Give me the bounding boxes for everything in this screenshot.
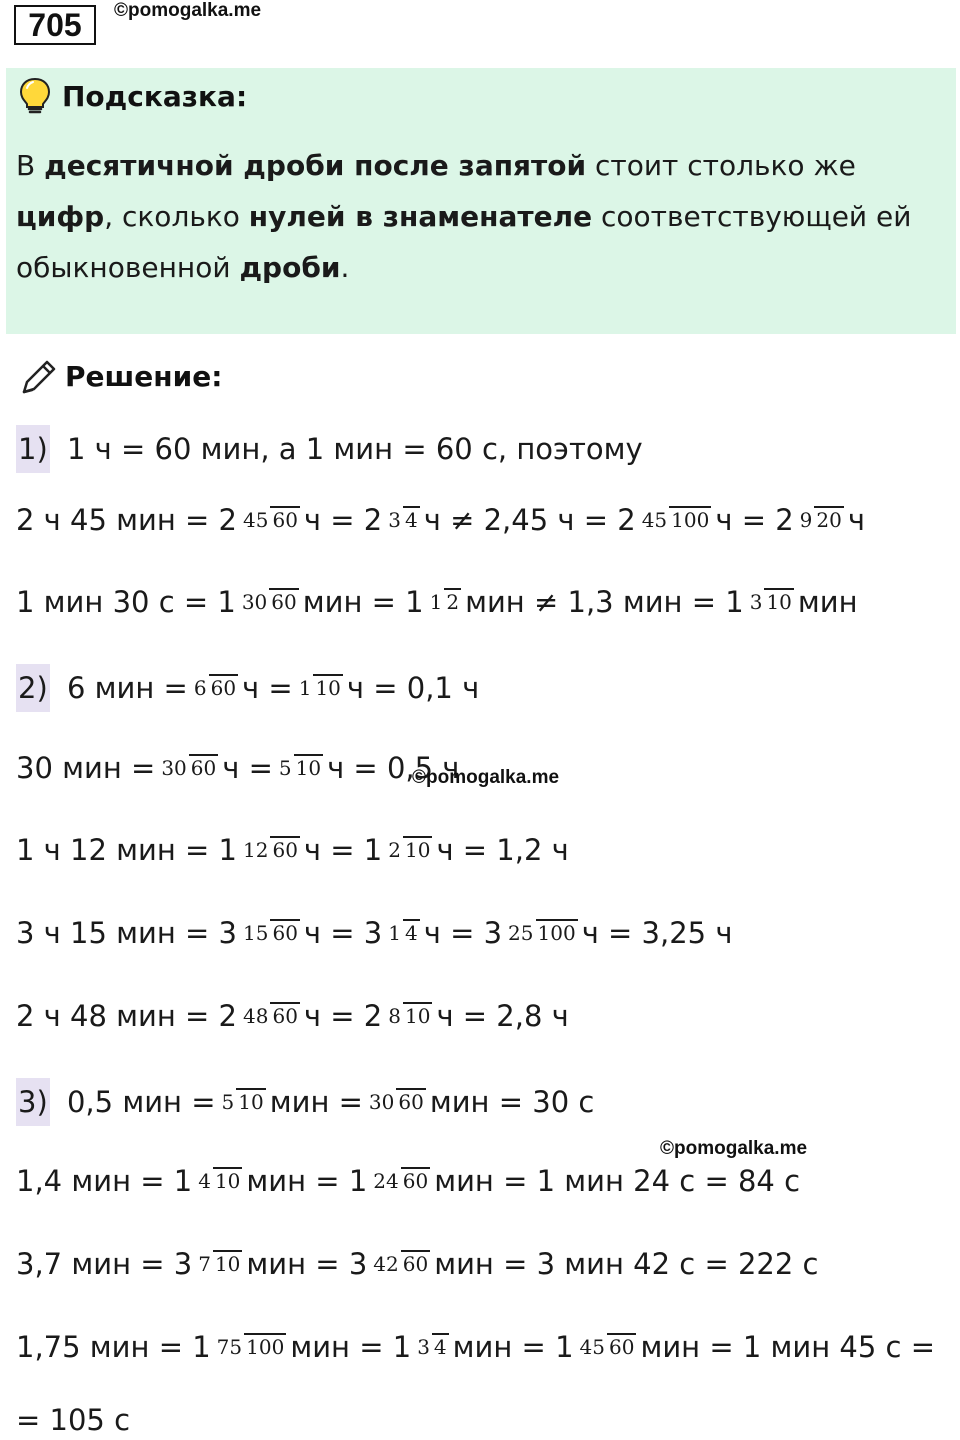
fraction-denominator: 60: [272, 1004, 298, 1028]
hint-bold-term: нулей в знаменателе: [248, 200, 593, 233]
equation-text: 2 ч 45 мин = 2: [16, 503, 238, 537]
fraction-denominator: 60: [608, 1335, 635, 1359]
fraction-numerator: 5: [221, 1090, 235, 1114]
equation-text: мин = 1: [246, 1164, 368, 1198]
equation-text: мин = 1: [302, 585, 424, 619]
fraction-denominator: 100: [246, 1335, 285, 1359]
fraction-numerator: 45: [579, 1335, 605, 1359]
fraction: [159, 757, 218, 779]
fraction-denominator: 4: [404, 921, 418, 945]
fraction: [220, 1091, 266, 1113]
fraction: [241, 1005, 300, 1027]
fraction-numerator: 5: [278, 756, 292, 780]
fraction-numerator: 30: [241, 590, 268, 614]
solution-line: [16, 1244, 819, 1284]
equation-text: 1 мин 30 с = 1: [16, 585, 236, 619]
equation-text: ч ≠ 2,45 ч = 2: [423, 503, 636, 537]
fraction-denominator: 60: [272, 508, 298, 532]
fraction-numerator: 1: [298, 676, 312, 700]
fraction-numerator: 3: [417, 1335, 430, 1359]
fraction-numerator: 30: [161, 756, 187, 780]
fraction-denominator: 10: [766, 590, 792, 614]
fraction: [415, 1336, 448, 1358]
fraction: [640, 509, 712, 531]
fraction-denominator: 10: [295, 756, 322, 780]
hint-text-part: соответствующей ей обыкновенной: [16, 200, 912, 284]
pencil-icon: [18, 356, 60, 402]
hint-text-part: В: [16, 149, 45, 182]
solution-line: [16, 1161, 800, 1201]
solution-line: [16, 1327, 935, 1367]
fraction-numerator: 12: [243, 838, 269, 862]
hint-bold-term: дроби: [239, 251, 341, 284]
fraction-numerator: 75: [216, 1335, 243, 1359]
equation-text: ч = 1,2 ч: [436, 833, 569, 867]
fraction-denominator: 60: [190, 756, 217, 780]
equation-text: = 105 с: [16, 1403, 131, 1437]
hint-text-part: .: [340, 251, 350, 284]
fraction-denominator: 20: [816, 508, 842, 532]
solution-line: [16, 1400, 130, 1440]
equation-text: 3 ч 15 мин = 3: [16, 916, 238, 950]
fraction-numerator: 42: [373, 1252, 399, 1276]
solution-line: [16, 996, 569, 1036]
equation-text: ч = 1: [303, 833, 383, 867]
fraction-numerator: 24: [373, 1169, 399, 1193]
fraction-numerator: 9: [799, 508, 813, 532]
solution-line: [16, 1078, 594, 1126]
fraction-denominator: 4: [433, 1335, 447, 1359]
fraction: [196, 1253, 242, 1275]
fraction-denominator: 60: [271, 590, 297, 614]
fraction-numerator: 1: [388, 921, 401, 945]
fraction-numerator: 1: [429, 590, 443, 614]
equation-text: ч = 3,25 ч: [581, 916, 733, 950]
equation-text: 6 мин =: [57, 671, 188, 705]
fraction-numerator: 30: [368, 1090, 395, 1114]
equation-text: 1,4 мин = 1: [16, 1164, 193, 1198]
fraction: [215, 1336, 287, 1358]
fraction: [192, 677, 238, 699]
fraction: [506, 922, 578, 944]
equation-text: ч =: [242, 671, 293, 705]
equation-text: мин: [797, 585, 858, 619]
equation-text: 2 ч 48 мин = 2: [16, 999, 238, 1033]
equation-text: ч =: [222, 751, 273, 785]
fraction: [386, 1005, 432, 1027]
step-number: 2): [16, 664, 50, 712]
step-number: 3): [16, 1078, 50, 1126]
solution-line: [16, 425, 643, 473]
equation-text: 1 ч = 60 мин, а 1 мин = 60 с, поэтому: [57, 432, 643, 466]
equation-text: мин = 1 мин 45 с =: [640, 1330, 936, 1364]
fraction: [371, 1253, 430, 1275]
fraction-numerator: 45: [243, 508, 269, 532]
hint-title: Подсказка:: [62, 80, 248, 113]
fraction-denominator: 60: [272, 921, 298, 945]
fraction: [240, 591, 299, 613]
equation-text: ч = 0,5 ч: [327, 751, 460, 785]
equation-text: ч = 3: [303, 916, 383, 950]
fraction: [578, 1336, 637, 1358]
fraction-numerator: 15: [243, 921, 269, 945]
solution-line: [16, 500, 865, 540]
equation-text: мин = 1: [452, 1330, 574, 1364]
fraction-denominator: 10: [238, 1090, 264, 1114]
fraction-denominator: 60: [398, 1090, 424, 1114]
fraction: [748, 591, 794, 613]
fraction: [241, 922, 300, 944]
equation-text: мин =: [269, 1085, 363, 1119]
equation-text: ч = 2: [715, 503, 794, 537]
fraction-denominator: 10: [214, 1169, 241, 1193]
equation-text: ч: [847, 503, 865, 537]
equation-text: 0,5 мин =: [57, 1085, 216, 1119]
solution-line: [16, 664, 479, 712]
solution-line: [16, 830, 569, 870]
equation-text: 3,7 мин = 3: [16, 1247, 193, 1281]
solution-line: [16, 748, 459, 788]
equation-text: ч = 2: [303, 503, 383, 537]
fraction-denominator: 100: [537, 921, 576, 945]
fraction-denominator: 60: [272, 838, 298, 862]
watermark-bottom: ©pomogalka.me: [660, 1138, 808, 1159]
hint-bold-term: десятичной дроби после запятой: [44, 149, 587, 182]
fraction-denominator: 10: [404, 838, 431, 862]
equation-text: ч = 2: [303, 999, 383, 1033]
lightbulb-icon: [18, 76, 52, 120]
fraction-numerator: 2: [388, 838, 401, 862]
fraction-numerator: 48: [243, 1004, 269, 1028]
fraction: [428, 591, 461, 613]
equation-text: мин = 3 мин 42 с = 222 с: [434, 1247, 819, 1281]
equation-text: мин = 1 мин 24 с = 84 с: [434, 1164, 801, 1198]
fraction-denominator: 100: [671, 508, 710, 532]
fraction: [241, 839, 300, 861]
solution-line: [16, 913, 732, 953]
equation-text: мин = 30 с: [429, 1085, 595, 1119]
hint-bold-term: цифр: [16, 200, 105, 233]
equation-text: ч = 0,1 ч: [346, 671, 480, 705]
equation-text: мин = 3: [246, 1247, 368, 1281]
solution-title: Решение:: [65, 360, 223, 393]
watermark-middle: ©pomogalka.me: [412, 767, 560, 788]
fraction-denominator: 4: [404, 508, 418, 532]
hint-text-part: стоит столько же: [586, 149, 856, 182]
fraction: [386, 839, 432, 861]
fraction-denominator: 60: [402, 1252, 429, 1276]
fraction-numerator: 7: [198, 1252, 211, 1276]
equation-text: 30 мин =: [16, 751, 156, 785]
solution-line: [16, 582, 858, 622]
equation-text: мин ≠ 1,3 мин = 1: [465, 585, 744, 619]
fraction-denominator: 60: [210, 676, 237, 700]
fraction: [798, 509, 844, 531]
fraction: [386, 509, 419, 531]
fraction-numerator: 4: [198, 1169, 211, 1193]
fraction: [386, 922, 419, 944]
fraction-numerator: 8: [388, 1004, 401, 1028]
fraction-numerator: 45: [641, 508, 668, 532]
equation-text: 1 ч 12 мин = 1: [16, 833, 238, 867]
fraction: [196, 1170, 242, 1192]
fraction-numerator: 3: [388, 508, 401, 532]
watermark-top: ©pomogalka.me: [114, 0, 262, 21]
hint-text: [16, 140, 941, 293]
fraction-denominator: 2: [446, 590, 460, 614]
fraction-denominator: 60: [402, 1169, 429, 1193]
fraction-numerator: 25: [508, 921, 534, 945]
fraction-numerator: 3: [749, 590, 763, 614]
step-number: 1): [16, 425, 50, 473]
fraction: [371, 1170, 430, 1192]
fraction: [241, 509, 300, 531]
task-number: 705: [14, 5, 96, 45]
equation-text: ч = 2,8 ч: [436, 999, 569, 1033]
fraction-denominator: 10: [214, 1252, 241, 1276]
equation-text: 1,75 мин = 1: [16, 1330, 211, 1364]
fraction: [297, 677, 343, 699]
fraction: [367, 1091, 426, 1113]
equation-text: мин = 1: [290, 1330, 412, 1364]
hint-text-part: , сколько: [104, 200, 249, 233]
equation-text: ч = 3: [423, 916, 503, 950]
fraction-denominator: 10: [404, 1004, 431, 1028]
fraction-numerator: 6: [193, 676, 207, 700]
fraction: [277, 757, 323, 779]
fraction-denominator: 10: [315, 676, 341, 700]
